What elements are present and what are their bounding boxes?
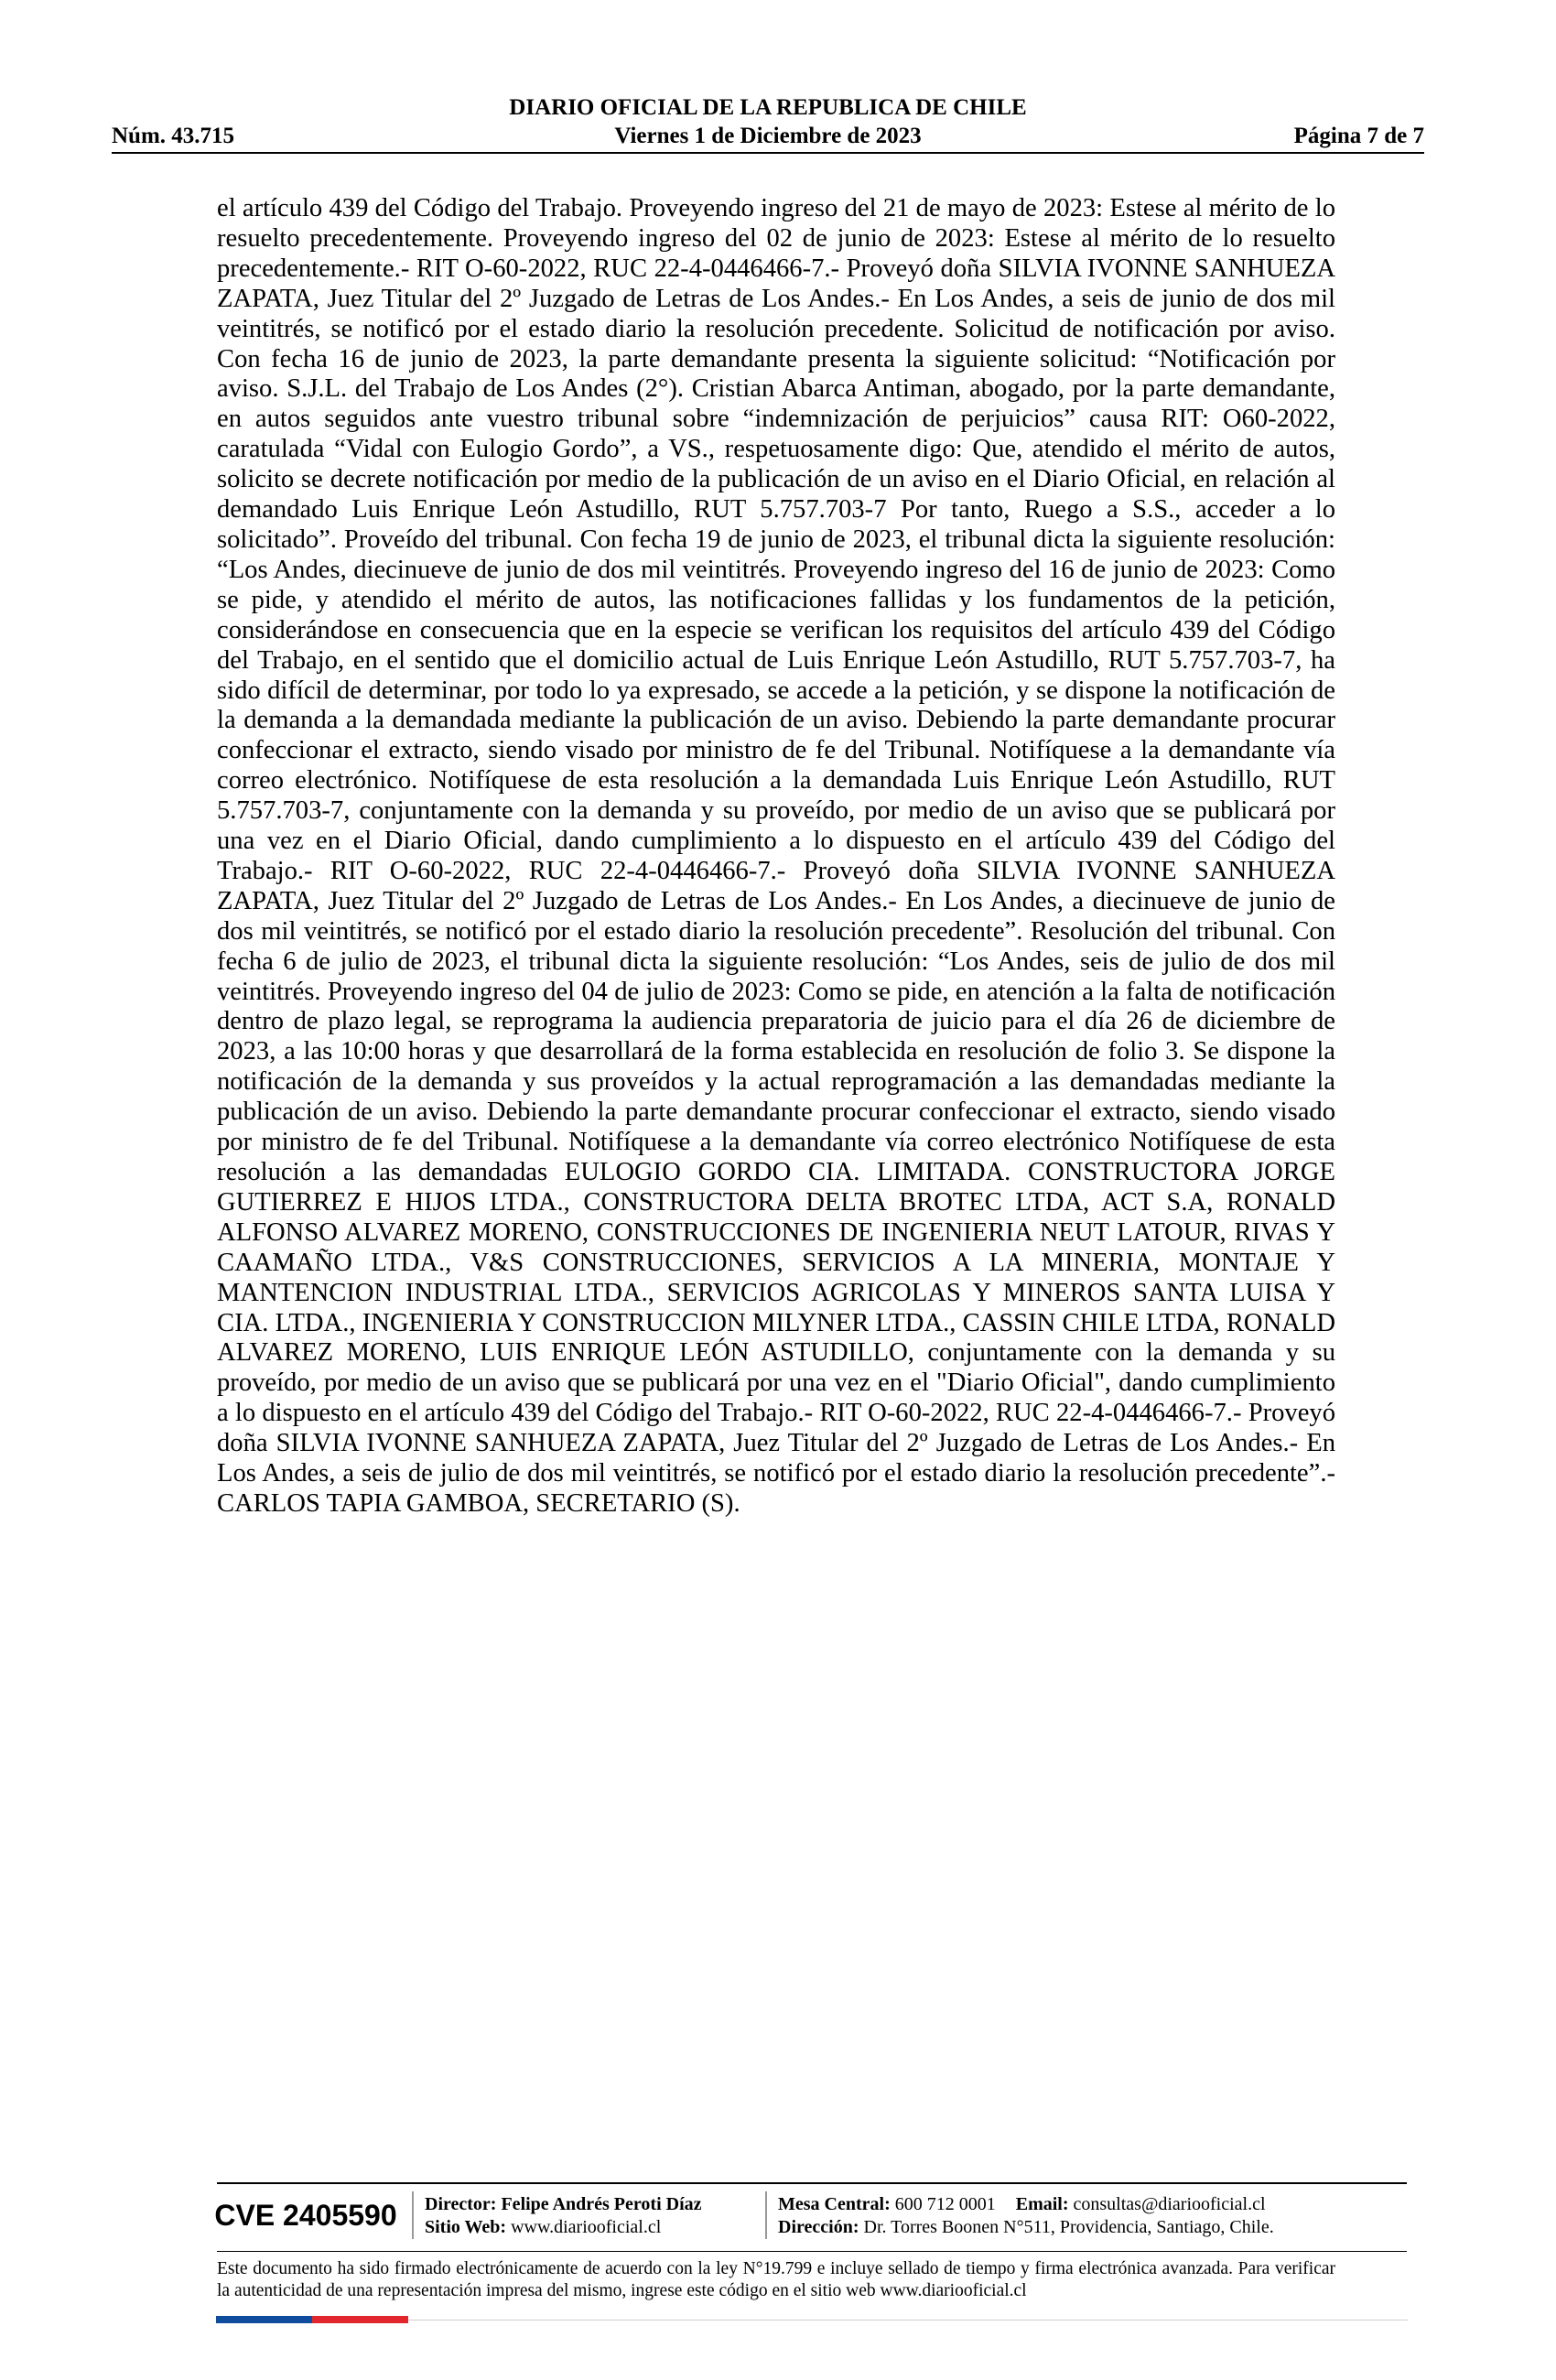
- address-value: Dr. Torres Boonen N°511, Providencia, Santiago, Chile.: [863, 2217, 1274, 2237]
- issue-number: Núm. 43.715: [112, 124, 235, 148]
- director-label: Director:: [425, 2194, 497, 2214]
- authenticity-notice: Este documento ha sido firmado electrónicamente de acuerdo con la ley N°19.799 e incluye sellado de tiempo y firma electrónica avanzada. Para verificar la autenticidad de una representación impresa del mismo, ingrese este código en el sitio web www.diariooficial.cl: [217, 2259, 1335, 2300]
- email-link[interactable]: consultas@diariooficial.cl: [1073, 2194, 1266, 2214]
- flag-stripe: [216, 2316, 408, 2323]
- director-name: Felipe Andrés Peroti Díaz: [501, 2194, 702, 2214]
- publication-title: DIARIO OFICIAL DE LA REPUBLICA DE CHILE: [509, 95, 1027, 120]
- footer-divider: [217, 2182, 1407, 2184]
- phone-label: Mesa Central:: [778, 2194, 891, 2214]
- flag-blue-segment: [216, 2316, 312, 2323]
- footer-contact-column: [778, 2193, 1274, 2239]
- phone-number: 600 712 0001: [894, 2194, 996, 2214]
- footer-separator: [765, 2191, 767, 2239]
- flag-red-segment: [312, 2316, 408, 2323]
- body-paragraph: el artículo 439 del Código del Trabajo. Proveyendo ingreso del 21 de mayo de 2023: Estese al mérito de lo resuelto precedentemente. Proveyendo ingreso del 02 de junio de 2023: Estese al mérito de lo resuelto precedentemente.- RIT O-60-2022, RUC 22-4-0446466-7.- Proveyó doña SILVIA IVONNE SANHUEZA ZAPATA, Juez Titular del 2º Juzgado de Letras de Los Andes.- En Los Andes, a seis de junio de dos mil veintitrés, se notificó por el estado diario la resolución precedente. Solicitud de notificación por aviso. Con fecha 16 de junio de 2023, la parte demandante presenta la siguiente solicitud: “Notificación por aviso. S.J.L. del Trabajo de Los Andes (2°). Cristian Abarca Antiman, abogado, por la parte demandante, en autos seguidos ante vuestro tribunal sobre “indemnización de perjuicios” causa RIT: O60-2022, caratulada “Vidal con Eulogio Gordo”, a VS., respetuosamente digo: Que, atendido el mérito de autos, solicito se decrete notificación por medio de la publicación de un aviso en el Diario Oficial, en relación al demandado Luis Enrique León Astudillo, RUT 5.757.703-7 Por tanto, Ruego a S.S., acceder a lo solicitado”. Proveído del tribunal. Con fecha 19 de junio de 2023, el tribunal dicta la siguiente resolución: “Los Andes, diecinueve de junio de dos mil veintitrés. Proveyendo ingreso del 16 de junio de 2023: Como se pide, y atendido el mérito de autos, las notificaciones fallidas y los fundamentos de la petición, considerándose en consecuencia que en la especie se verifican los requisitos del artículo 439 del Código del Trabajo, en el sentido que el domicilio actual de Luis Enrique León Astudillo, RUT 5.757.703-7, ha sido difícil de determinar, por todo lo ya expresado, se accede a la petición, y se dispone la notificación de la demanda a la demandada mediante la publicación de un aviso. Debiendo la parte demandante procurar confeccionar el extracto, siendo visado por ministro de fe del Tribunal. Notifíquese a la demandante vía correo electrónico. Notifíquese de esta resolución a la demandada Luis Enrique León Astudillo, RUT 5.757.703-7, conjuntamente con la demanda y su proveído, por medio de un aviso que se publicará por una vez en el Diario Oficial, dando cumplimiento a lo dispuesto en el artículo 439 del Código del Trabajo.- RIT O-60-2022, RUC 22-4-0446466-7.- Proveyó doña SILVIA IVONNE SANHUEZA ZAPATA, Juez Titular del 2º Juzgado de Letras de Los Andes.- En Los Andes, a diecinueve de junio de dos mil veintitrés, se notificó por el estado diario la resolución precedente”. Resolución del tribunal. Con fecha 6 de julio de 2023, el tribunal dicta la siguiente resolución: “Los Andes, seis de julio de dos mil veintitrés. Proveyendo ingreso del 04 de julio de 2023: Como se pide, en atención a la falta de notificación dentro de plazo legal, se reprograma la audiencia preparatoria de juicio para el día 26 de diciembre de 2023, a las 10:00 horas y que desarrollará de la forma establecida en resolución de folio 3. Se dispone la notificación de la demanda y sus proveídos y la actual reprogramación a las demandadas mediante la publicación de un aviso. Debiendo la parte demandante procurar confeccionar el extracto, siendo visado por ministro de fe del Tribunal. Notifíquese a la demandante vía correo electrónico Notifíquese de esta resolución a las demandadas EULOGIO GORDO CIA. LIMITADA. CONSTRUCTORA JORGE GUTIERREZ E HIJOS LTDA., CONSTRUCTORA DELTA BROTEC LTDA, ACT S.A, RONALD ALFONSO ALVAREZ MORENO, CONSTRUCCIONES DE INGENIERIA NEUT LATOUR, RIVAS Y CAAMAÑO LTDA., V&S CONSTRUCCIONES, SERVICIOS A LA MINERIA, MONTAJE Y MANTENCION INDUSTRIAL LTDA., SERVICIOS AGRICOLAS Y MINEROS SANTA LUISA Y CIA. LTDA., INGENIERIA Y CONSTRUCCION MILYNER LTDA., CASSIN CHILE LTDA, RONALD ALVAREZ MORENO, LUIS ENRIQUE LEÓN ASTUDILLO, conjuntamente con la demanda y su proveído, por medio de un aviso que se publicará por una vez en el "Diario Oficial", dando cumplimiento a lo dispuesto en el artículo 439 del Código del Trabajo.- RIT O-60-2022, RUC 22-4-0446466-7.- Proveyó doña SILVIA IVONNE SANHUEZA ZAPATA, Juez Titular del 2º Juzgado de Letras de Los Andes.- En Los Andes, a seis de julio de dos mil veintitrés, se notificó por el estado diario la resolución precedente”.- CARLOS TAPIA GAMBOA, SECRETARIO (S).: [217, 194, 1335, 1518]
- page-number: Página 7 de 7: [1293, 124, 1424, 148]
- website-label: Sitio Web:: [425, 2217, 507, 2237]
- address-label: Dirección:: [778, 2217, 859, 2237]
- issue-date: Viernes 1 de Diciembre de 2023: [614, 124, 922, 148]
- footer-divider: [217, 2251, 1407, 2252]
- page-header: [112, 94, 1424, 149]
- website-link[interactable]: www.diariooficial.cl: [511, 2217, 662, 2237]
- cve-code: CVE 2405590: [214, 2199, 397, 2232]
- footer-separator: [412, 2191, 414, 2239]
- header-divider: [112, 152, 1424, 154]
- footer-director-column: [425, 2193, 702, 2239]
- email-label: Email:: [1015, 2194, 1069, 2214]
